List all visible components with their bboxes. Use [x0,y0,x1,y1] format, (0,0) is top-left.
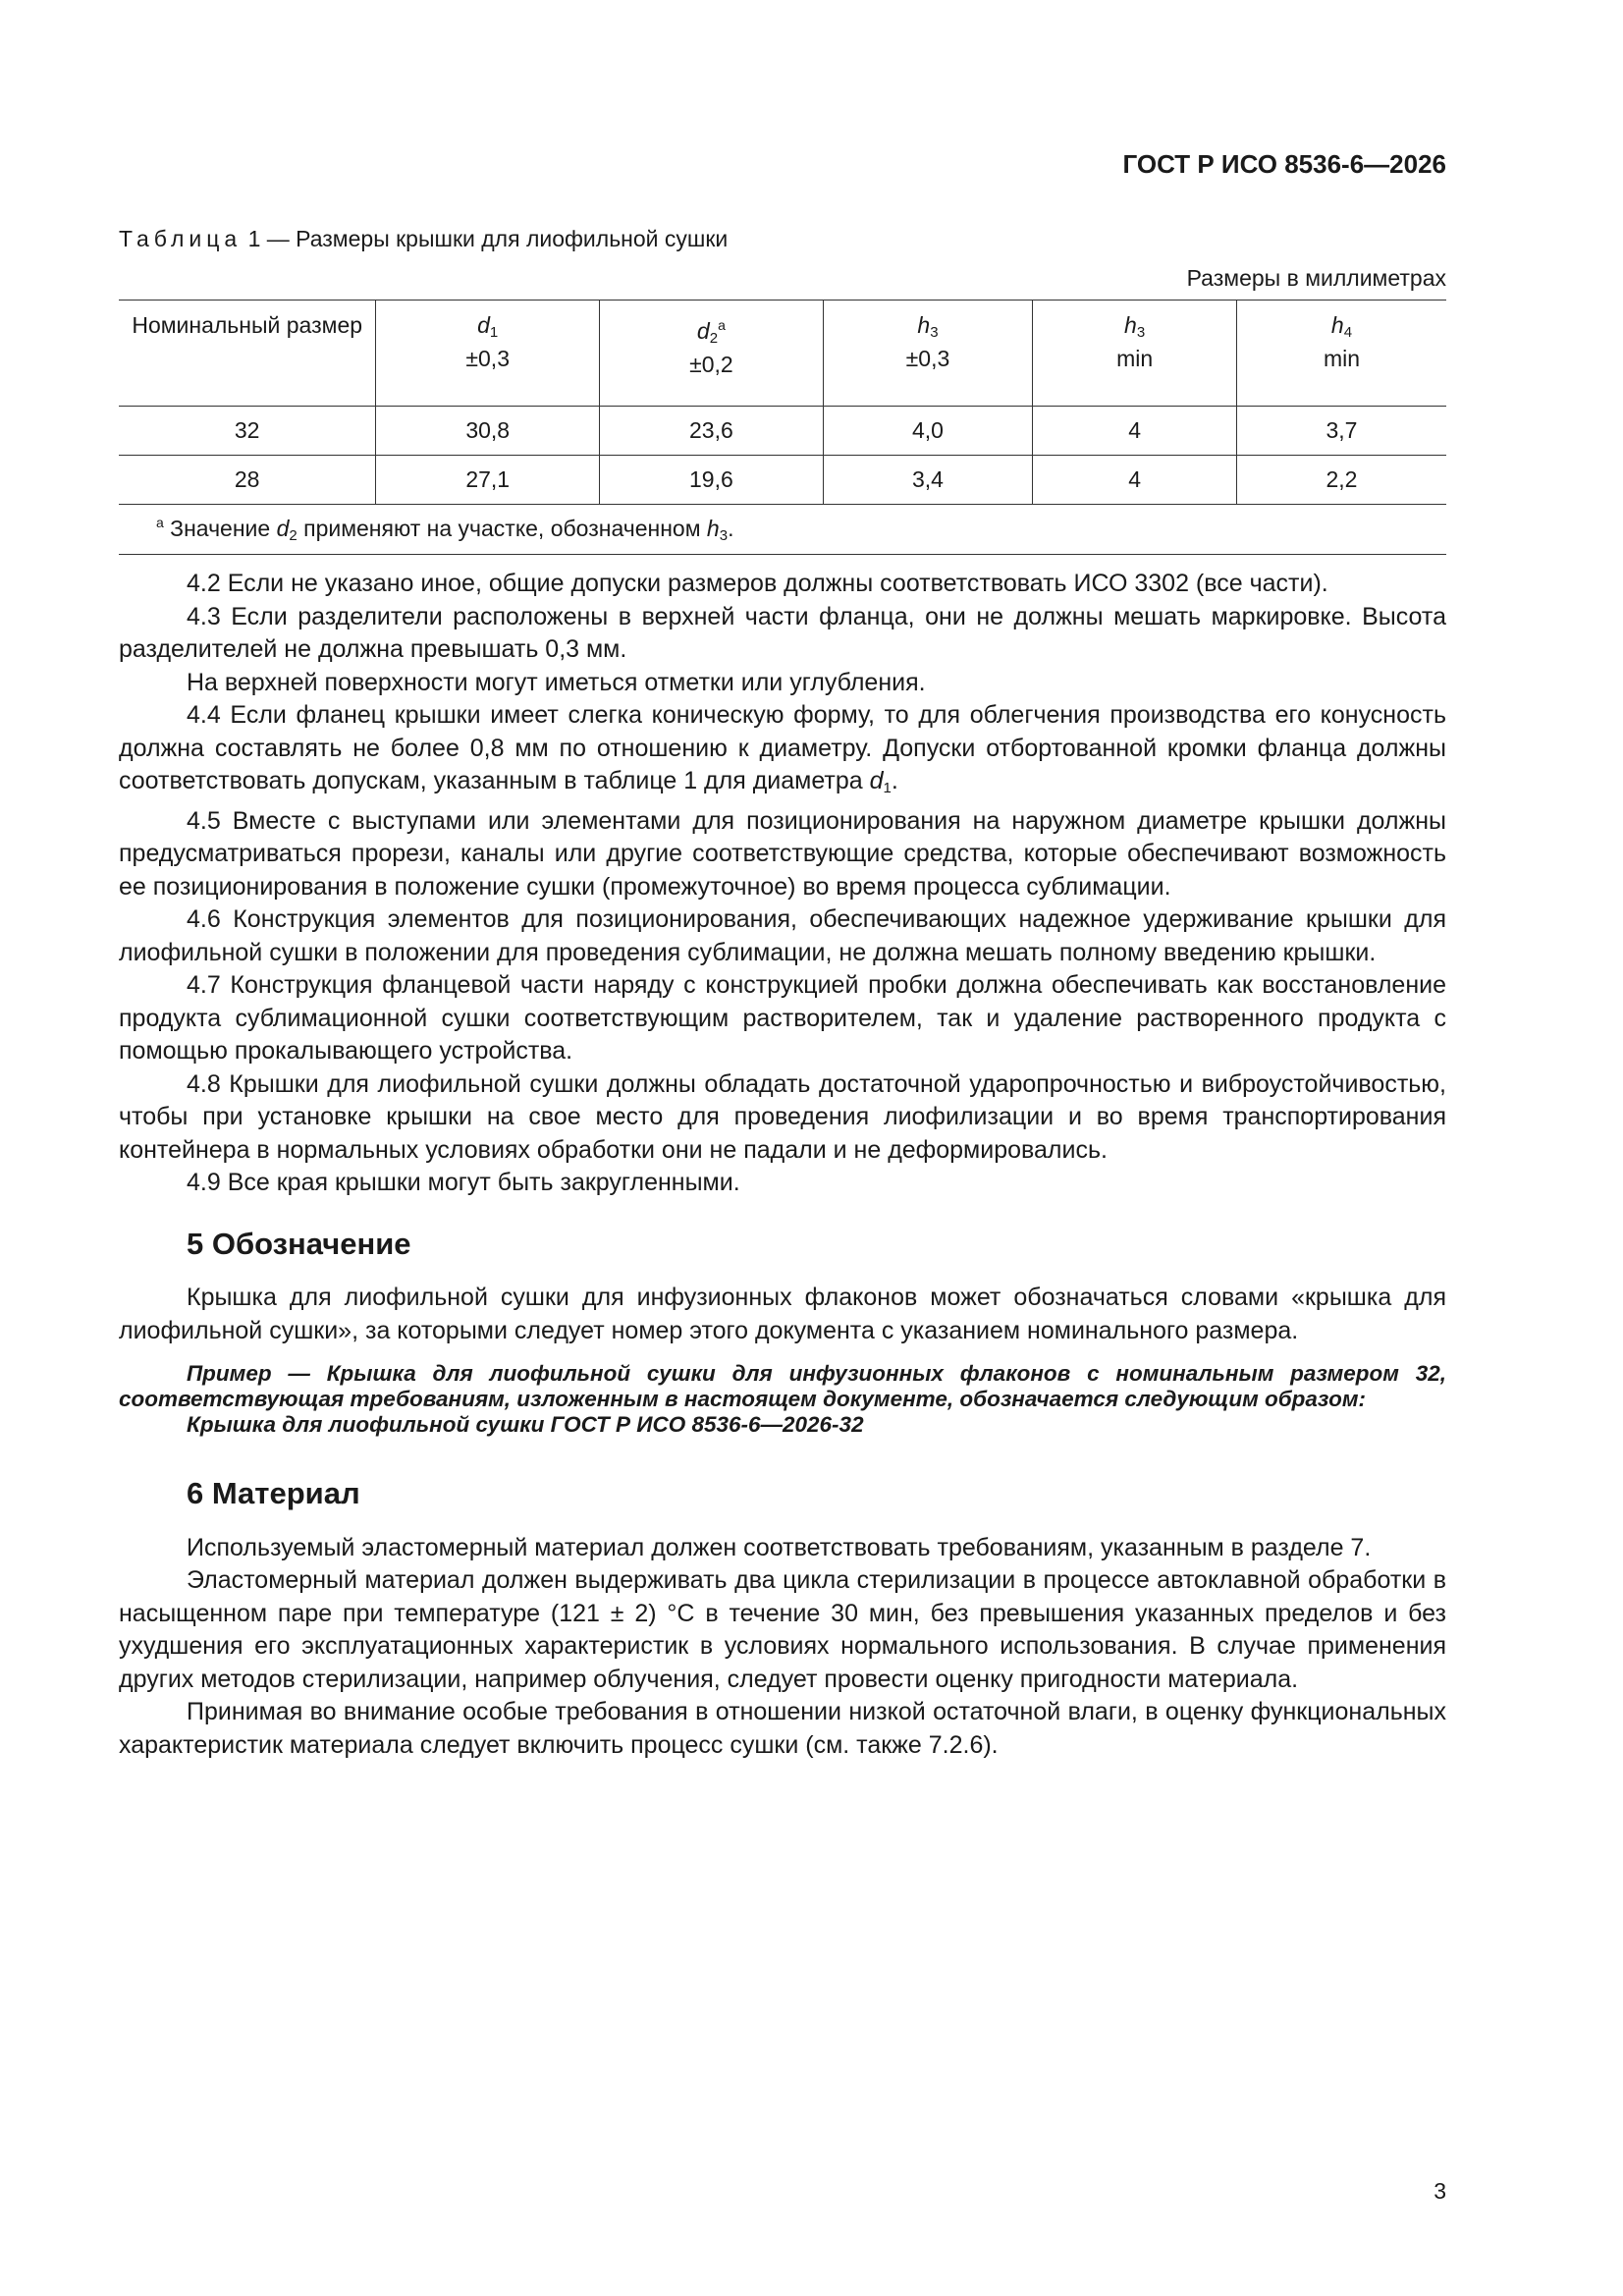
example-designation: Крышка для лиофильной сушки ГОСТ Р ИСО 8536-6—2026-32 [187,1412,864,1437]
col-min: min [1116,346,1154,371]
section-5-text: Крышка для лиофильной сушки для инфузионных флаконов может обозначаться словами «крышка для лиофильной сушки», за которыми следует номер этого документа с указанием номинального размера. [119,1284,1446,1344]
table-caption [119,226,728,252]
footnote-sub: 2 [289,527,298,544]
table-cell: 4,0 [823,407,1032,456]
table-row [119,456,1446,505]
table-header-row [119,301,1446,407]
section-5-example [119,1361,1446,1438]
col-symbol: h [1330,312,1344,338]
table-cell: 3,4 [823,456,1032,505]
table-footnote [119,505,1446,555]
footnote-marker: a [156,515,164,530]
clause-4-7: 4.7 Конструкция фланцевой части наряду с конструкцией пробки должна обеспечивать как восстановление продукта сублимационной сушки соответствующим растворителем, так и удаление растворенного продукта с помощью прокалывающего устройства. [119,971,1446,1065]
table-cell: 19,6 [600,456,824,505]
col-symbol: h [1124,312,1137,338]
footnote-sub: 3 [719,527,729,544]
col-min: min [1323,346,1361,371]
col-tolerance: ±0,2 [689,352,733,377]
clause-text: . [891,767,898,794]
col-sub: 3 [930,324,939,341]
table-cell: 23,6 [600,407,824,456]
example-text: Пример — Крышка для лиофильной сушки для инфузионных флаконов с номинальным размером 32, соответствующая требованиям, изложенным в настоящем документе, обозначается следующим образом: [119,1361,1446,1411]
footnote-text: . [728,516,734,541]
document-body [119,568,1446,1762]
table-row [119,407,1446,456]
table-cell: 2,2 [1236,456,1446,505]
clause-4-3: 4.3 Если разделители расположены в верхней части фланца, они не должны мешать маркировке. Высота разделителей не должна превышать 0,3 мм. [119,602,1446,663]
section-6-p2: Эластомерный материал должен выдерживать два цикла стерилизации в процессе автоклавной обработки в насыщенном паре при температуре (121 ± 2) °С в течение 30 мин, без превышения указанных пределов и без ухудшения его эксплуатационных характеристик в условиях нормального использования. В случае применения других методов стерилизации, например облучения, следует провести оценку пригодности материала. [119,1566,1446,1693]
col-sub: 1 [489,324,499,341]
clause-4-2: 4.2 Если не указано иное, общие допуски размеров должны соответствовать ИСО 3302 (все части). [187,570,1328,597]
col-header-h3-min [1033,301,1237,407]
clause-symbol: d [869,767,884,794]
section-6-p3: Принимая во внимание особые требования в отношении низкой остаточной влаги, в оценку функциональных характеристик материала следует включить процесс сушки (см. также 7.2.6). [119,1698,1446,1759]
clause-4-8: 4.8 Крышки для лиофильной сушки должны обладать достаточной ударопрочностью и виброустойчивостью, чтобы при установке крышки на свое место для проведения лиофилизации и во время транспортирования контейнера в нормальных условиях обработки они не падали и не деформировались. [119,1069,1446,1164]
col-symbol: d [477,312,490,338]
clause-4-4 [119,699,1446,805]
clause-sub: 1 [883,780,892,796]
col-tolerance: ±0,3 [465,346,510,371]
col-sub: 2 [709,330,719,347]
table-cell: 32 [119,407,376,456]
col-tolerance: ±0,3 [905,346,950,371]
footnote-text: Значение [163,516,277,541]
table-cell: 4 [1033,407,1237,456]
table-caption-prefix: Таблица [119,226,243,251]
col-header-h3-tol [823,301,1032,407]
section-5-heading: 5 Обозначение [187,1226,411,1261]
section-6-heading: 6 Материал [187,1476,360,1510]
footnote-text: применяют на участке, обозначенном [297,516,707,541]
clause-4-9: 4.9 Все края крышки могут быть закругленными. [187,1169,740,1196]
col-symbol: h [917,312,931,338]
page-number: 3 [1434,2178,1446,2204]
section-6-p1: Используемый эластомерный материал должен соответствовать требованиям, указанным в разделе 7. [187,1533,1372,1561]
col-header-d2 [600,301,824,407]
col-sub: 4 [1343,324,1353,341]
clause-text: 4.4 Если фланец крышки имеет слегка коническую форму, то для облегчения производства его конусность должна составлять не более 0,8 мм по отношению к диаметру. Допуски отбортованной кромки фланца должны соответствовать допускам, указанным в таблице 1 для диаметра [119,701,1446,794]
table-footnote-row [119,505,1446,555]
col-label: Номинальный размер [132,312,363,338]
col-header-d1 [376,301,600,407]
table-cell: 27,1 [376,456,600,505]
footnote-symbol: h [706,516,720,541]
table-cell: 3,7 [1236,407,1446,456]
col-header-nominal [119,301,376,407]
table-cell: 4 [1033,456,1237,505]
dimensions-table [119,300,1446,555]
clause-4-5: 4.5 Вместе с выступами или элементами для позиционирования на наружном диаметре крышки должны предусматриваться прорези, каналы или другие соответствующие средства, которые обеспечивают возможность ее позиционирования в положение сушки (промежуточное) во время процесса сублимации. [119,806,1446,901]
table-cell: 28 [119,456,376,505]
col-sub: 3 [1136,324,1146,341]
table-caption-title: 1 — Размеры крышки для лиофильной сушки [242,226,729,251]
clause-4-3-note: На верхней поверхности могут иметься отметки или углубления. [187,668,926,696]
col-symbol: d [696,318,710,344]
clause-4-6: 4.6 Конструкция элементов для позиционирования, обеспечивающих надежное удерживание крышки для лиофильной сушки в положении для проведения сублимации, не должна мешать полному введению крышки. [119,905,1446,966]
col-footnote-marker: a [718,317,726,333]
document-header: ГОСТ Р ИСО 8536-6—2026 [1122,149,1446,179]
footnote-symbol: d [276,516,290,541]
col-header-h4-min [1236,301,1446,407]
table-cell: 30,8 [376,407,600,456]
table-units: Размеры в миллиметрах [1186,265,1446,291]
